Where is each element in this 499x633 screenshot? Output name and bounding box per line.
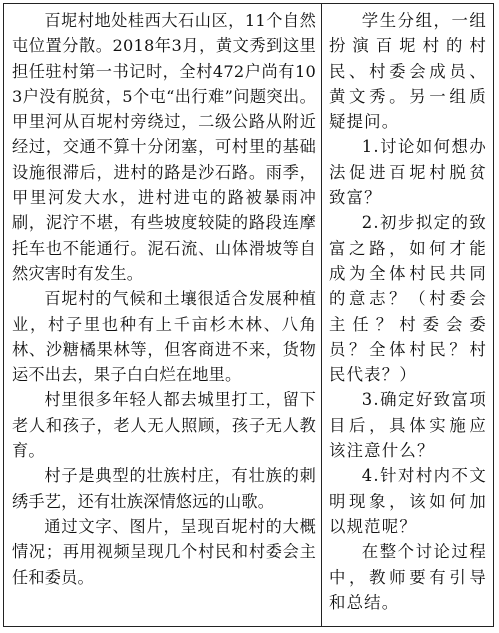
background-column xyxy=(4,4,322,626)
village-overview-paragraph: 百坭村地处桂西大石山区，11个自然屯位置分散。2018年3月，黄文秀到这里担任驻村第一书记时，全村472户尚有103户没有脱贫，5个屯“出行难”问题突出。甲里河从百坭村旁绕过，二级公路从附近经过，交通不算十分闭塞，可村里的基础设施很滞后，进村的路是沙石路。雨季，甲里河发大水，进村进屯的路被暴雨冲刷，泥泞不堪，有些坡度较陡的路段连摩托车也不能通行。泥石流、山体滑坡等自然灾害时有发生。 xyxy=(12,11,316,283)
grouping-paragraph: 学生分组，一组扮演百坭村的村民、村委会成员、黄文秀。另一组质疑提问。 xyxy=(329,11,487,132)
agriculture-paragraph: 百坭村的气候和土壤很适合发展种植业，村子里也种有上千亩杉木林、八角林、沙糖橘果林等，但客商进不来，货物运不出去，果子白白烂在地里。 xyxy=(12,289,316,385)
culture-paragraph: 村子是典型的壮族村庄，有壮族的刺绣手艺，还有壮族深情悠远的山歌。 xyxy=(12,466,316,511)
activity-column xyxy=(322,4,493,626)
discussion-question-2: 2.初步拟定的致富之路，如何才能成为全体村民共同的意志？（村委会主任？村委会委员？全体村民？村民代表？） xyxy=(329,213,487,385)
discussion-question-1: 1.讨论如何想办法促进百坭村脱贫致富？ xyxy=(329,137,487,208)
population-paragraph: 村里很多年轻人都去城里打工，留下老人和孩子，老人无人照顾，孩子无人教育。 xyxy=(12,390,316,461)
discussion-question-4: 4.针对村内不文明现象，该如何加以规范呢？ xyxy=(329,466,487,536)
presentation-paragraph: 通过文字、图片，呈现百坭村的大概情况；再用视频呈现几个村民和村委会主任和委员。 xyxy=(12,516,316,587)
teacher-guidance-paragraph: 在整个讨论过程中，教师要有引导和总结。 xyxy=(329,542,487,612)
lesson-table xyxy=(3,3,494,627)
discussion-question-3: 3.确定好致富项目后，具体实施应该注意什么？ xyxy=(329,390,487,461)
